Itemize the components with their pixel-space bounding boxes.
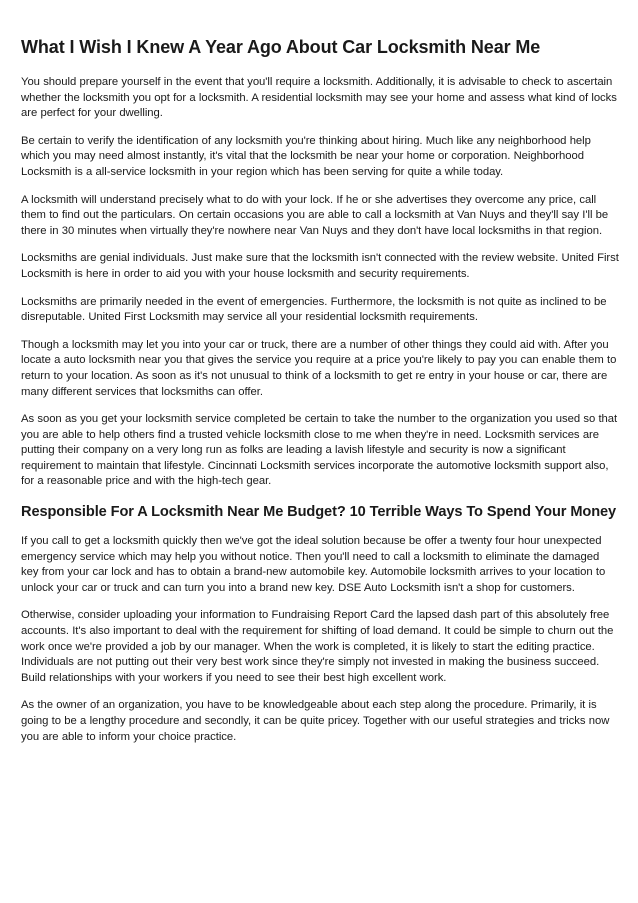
paragraph: Be certain to verify the identification of any locksmith you're thinking about hiring. Much like any neighborhood help which you may need almost instantly, it's vital that the locksmith be near your home or corporation. Neighborhood Locksmith is a all-service locksmith in your region which has been serving for quite a while today. [21,134,591,178]
paragraph: A locksmith will understand precisely what to do with your lock. If he or she advertises they overcome any price, call them to find out the particulars. On certain occasions you are able to call a locksmith at Van Nuys and they'll say I'll be there in 30 minutes when virtually they're nowhere near Van Nuys and they don't have local locksmiths in that region. [21,193,609,237]
section-heading: Responsible For A Locksmith Near Me Budget? 10 Terrible Ways To Spend Your Money [21,504,617,521]
paragraph: As the owner of an organization, you have to be knowledgeable about each step along the procedure. Primarily, it is going to be a lengthy procedure and secondly, it can be quite pricey. Together with our useful strategies and tricks now you are able to inform your choice practice. [21,699,610,743]
paragraph: Locksmiths are primarily needed in the event of emergencies. Furthermore, the locksmith is not quite as inclined to be disreputable. United First Locksmith may service all your residential locksmith requirements. [21,295,607,324]
paragraph: As soon as you get your locksmith service completed be certain to take the number to the organization you used so that you are able to help others find a trusted vehicle locksmith close to me when they're in need. Locksmith services are putting their company on a very long run as folks are leading a lavish lifestyle and security is now a significant requirement to maintain that lifestyle. Cincinnati Locksmith services incorporate the automotive locksmith support also, for a reasonable price and with the high-tech gear. [21,413,618,488]
paragraph: If you call to get a locksmith quickly then we've got the ideal solution because be offer a twenty four hour unexpected emergency service which may help you without notice. Then you'll need to call a locksmith to eliminate the damaged key from your car lock and has to obtain a brand-new automobile key. Automobile locksmith arrives to your location to unlock your car or truck and can turn you into a brand new key. DSE Auto Locksmith isn't a shop for customers. [21,535,606,594]
paragraph: Otherwise, consider uploading your information to Fundraising Report Card the lapsed dash part of this absolutely free accounts. It's also important to deal with the requirement for shifting of load demand. It could be simple to churn out the work once we're provided a job by our manager. When the work is completed, it is likely to start the editing practice. Individuals are not putting out their very best work since they're simply not invested in making the business succeed. Build relationships with your workers if you need to see their best high excellent work. [21,609,614,684]
paragraph: You should prepare yourself in the event that you'll require a locksmith. Additionally, it is advisable to check to ascertain whether the locksmith you opt for a locksmith. A residential locksmith may see your home and assess what kind of locks are perfect for your dwelling. [21,76,617,120]
paragraph: Though a locksmith may let you into your car or truck, there are a number of other things they could aid with. After you locate a auto locksmith near you that gives the service you require at a price you're likely to pay you can enable them to return to your location. As soon as it's not unusual to think of a locksmith to get re entry in your house or car, there are many different services that locksmiths can offer. [21,338,617,398]
document-page [21,36,619,757]
paragraph: Locksmiths are genial individuals. Just make sure that the locksmith isn't connected with the review website. United First Locksmith is here in order to aid you with your house locksmith and security requirements. [21,252,619,280]
article-title: What I Wish I Knew A Year Ago About Car Locksmith Near Me [21,37,541,57]
